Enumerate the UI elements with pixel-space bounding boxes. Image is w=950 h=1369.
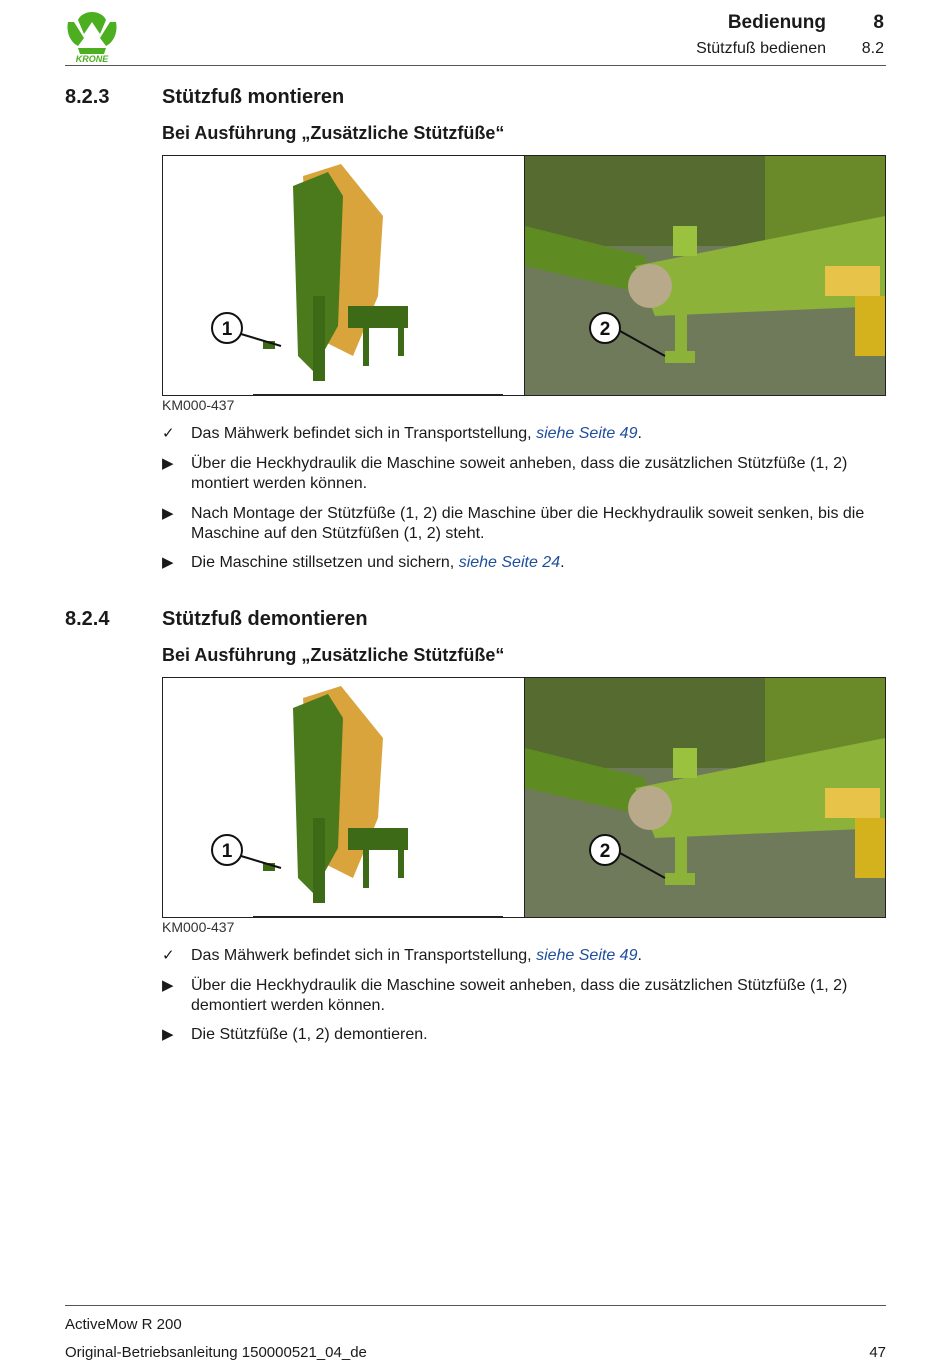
- item-text: Das Mähwerk befindet sich in Transportstellung,: [191, 425, 537, 442]
- item-text: Die Maschine stillsetzen und sichern,: [191, 554, 459, 571]
- callout-2: 2: [599, 841, 611, 862]
- check-icon: ✓: [162, 425, 175, 442]
- item-text: Über die Heckhydraulik die Maschine soweit anheben, dass die zusätzlichen Stützfüße (1, 2) montiert werden können.: [191, 455, 848, 492]
- header-section-number: 8.2: [861, 40, 884, 57]
- item-text: Über die Heckhydraulik die Maschine soweit anheben, dass die zusätzlichen Stützfüße (1, 2) demontiert werden können.: [191, 977, 848, 1014]
- prerequisite-item: [162, 424, 886, 444]
- item-text-end: .: [637, 425, 642, 442]
- arrow-icon: ▶: [162, 1026, 174, 1043]
- header-chapter-number: 8: [873, 12, 884, 33]
- support-foot-illustration: [525, 678, 885, 917]
- item-text-end: .: [637, 947, 642, 964]
- section-subtitle: Bei Ausführung „Zusätzliche Stützfüße“: [162, 645, 505, 665]
- section-subtitle: Bei Ausführung „Zusätzliche Stützfüße“: [162, 123, 505, 143]
- item-text: Nach Montage der Stützfüße (1, 2) die Maschine über die Heckhydraulik soweit senken, bis die Maschine auf den Stützfüßen (1, 2) steht.: [191, 505, 865, 542]
- section-title: Stützfuß montieren: [162, 86, 345, 108]
- arrow-icon: ▶: [162, 455, 174, 472]
- section-number: 8.2.4: [65, 608, 110, 630]
- header-chapter-title: Bedienung: [727, 12, 826, 33]
- figure-photo-support-foot: [524, 155, 886, 396]
- prerequisite-item: [162, 946, 886, 966]
- check-icon: ✓: [162, 947, 175, 964]
- mower-illustration: [163, 156, 524, 395]
- footer-divider: [65, 1305, 886, 1306]
- footer-product: ActiveMow R 200: [65, 1316, 182, 1333]
- arrow-icon: ▶: [162, 977, 174, 994]
- support-foot-illustration: [525, 156, 885, 395]
- item-text: Das Mähwerk befindet sich in Transportstellung,: [191, 947, 537, 964]
- logo-text: KRONE: [75, 54, 109, 64]
- section-title: Stützfuß demontieren: [162, 608, 368, 630]
- figure-support-feet: [162, 155, 886, 396]
- section-number: 8.2.3: [65, 86, 110, 108]
- callout-1: 1: [221, 841, 233, 862]
- figure-support-feet: [162, 677, 886, 918]
- page-link[interactable]: siehe Seite 24: [458, 554, 561, 571]
- figure-code: KM000-437: [162, 919, 235, 935]
- header-section-title: Stützfuß bedienen: [696, 40, 826, 57]
- callout-2: 2: [599, 319, 611, 340]
- page-link[interactable]: siehe Seite 49: [536, 947, 638, 964]
- callout-1: 1: [221, 319, 233, 340]
- item-text-end: .: [560, 554, 565, 571]
- footer-document: Original-Betriebsanleitung 150000521_04_de: [65, 1344, 367, 1361]
- step-item: [162, 553, 886, 573]
- step-item: [162, 454, 886, 494]
- arrow-icon: ▶: [162, 505, 174, 522]
- figure-photo-mower-transport: [162, 155, 525, 396]
- krone-logo: [64, 8, 120, 64]
- mower-illustration: [163, 678, 524, 917]
- step-item: [162, 504, 886, 544]
- figure-photo-support-foot: [524, 677, 886, 918]
- page-number: 47: [869, 1344, 886, 1361]
- page-link[interactable]: siehe Seite 49: [536, 425, 638, 442]
- header-divider: [65, 65, 886, 66]
- arrow-icon: ▶: [162, 554, 174, 571]
- figure-code: KM000-437: [162, 397, 235, 413]
- step-item: [162, 1025, 886, 1045]
- item-text: Die Stützfüße (1, 2) demontieren.: [191, 1026, 428, 1043]
- step-item: [162, 976, 886, 1016]
- figure-photo-mower-transport: [162, 677, 525, 918]
